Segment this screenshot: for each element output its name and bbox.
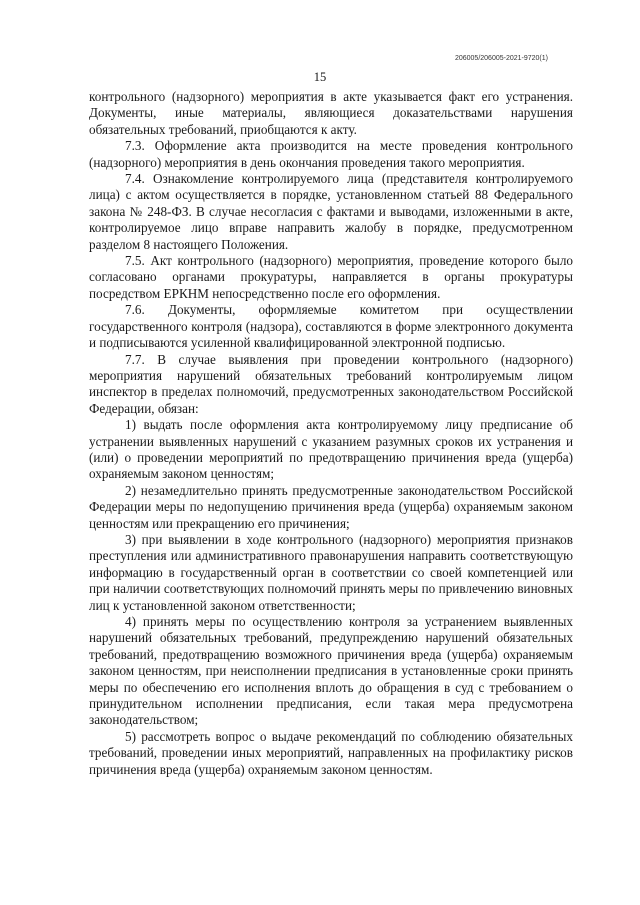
document-body	[89, 89, 573, 778]
page-number: 15	[313, 70, 327, 84]
list-item-5: 5) рассмотреть вопрос о выдаче рекомендаций по соблюдению обязательных требований, проведении иных мероприятий, направленных на профилактику рисков причинения вреда (ущерба) охраняемым законом ценностям.	[89, 728, 573, 777]
paragraph-7-7: 7.7. В случае выявления при проведении контрольного (надзорного) мероприятия нарушений обязательных требований контролируемым лицом инспектор в пределах полномочий, предусмотренных законодательством Российской Федерации, обязан:	[89, 351, 573, 416]
paragraph-7-4: 7.4. Ознакомление контролируемого лица (представителя контролируемого лица) с актом осуществляется в порядке, установленном статьей 88 Федерального закона № 248-ФЗ. В случае несогласия с фактами и выводами, изложенными в акте, контролируемое лицо вправе направить жалобу в порядке, предусмотренном разделом 8 настоящего Положения.	[89, 171, 573, 252]
list-item-4: 4) принять меры по осуществлению контроля за устранением выявленных нарушений обязательных требований, предупреждению нарушений обязательных требований, предотвращению возможного причинения вреда (ущерба) охраняемым законом ценностям, при неисполнении предписания в установленные сроки принять меры по обеспечению его исполнения вплоть до обращения в суд с требованием о принудительном исполнении предписания, если такая мера предусмотрена законодательством;	[89, 614, 573, 728]
paragraph-continuation: контрольного (надзорного) мероприятия в акте указывается факт его устранения. Документы, иные материалы, являющиеся доказательствами нарушения обязательных требований, приобщаются к акту.	[89, 89, 573, 137]
paragraph-7-6: 7.6. Документы, оформляемые комитетом при осуществлении государственного контроля (надзора), составляются в форме электронного документа и подписываются усиленной квалифицированной электронной подписью.	[89, 302, 573, 351]
paragraph-7-3: 7.3. Оформление акта производится на месте проведения контрольного (надзорного) мероприятия в день окончания проведения такого мероприятия.	[89, 138, 573, 170]
list-item-1: 1) выдать после оформления акта контролируемому лицу предписание об устранении выявленных нарушений с указанием разумных сроков их устранения и (или) о проведении мероприятий по предотвращению причинения вреда (ущерба) охраняемым законом ценностям;	[89, 417, 573, 482]
list-item-2: 2) незамедлительно принять предусмотренные законодательством Российской Федерации меры по недопущению причинения вреда (ущерба) охраняемым законом ценностям или прекращению его причинения;	[89, 482, 573, 531]
paragraph-7-5: 7.5. Акт контрольного (надзорного) мероприятия, проведение которого было согласовано органами прокуратуры, направляется в органы прокуратуры посредством ЕРКНМ непосредственно после его оформления.	[89, 253, 573, 301]
list-item-3: 3) при выявлении в ходе контрольного (надзорного) мероприятия признаков преступления или административного правонарушения направить соответствующую информацию в государственный орган в соответствии со своей компетенцией или при наличии соответствующих полномочий принять меры по привлечению виновных лиц к установленной законом ответственности;	[89, 531, 573, 613]
document-id: 206005/206005-2021-9720(1)	[454, 55, 548, 62]
